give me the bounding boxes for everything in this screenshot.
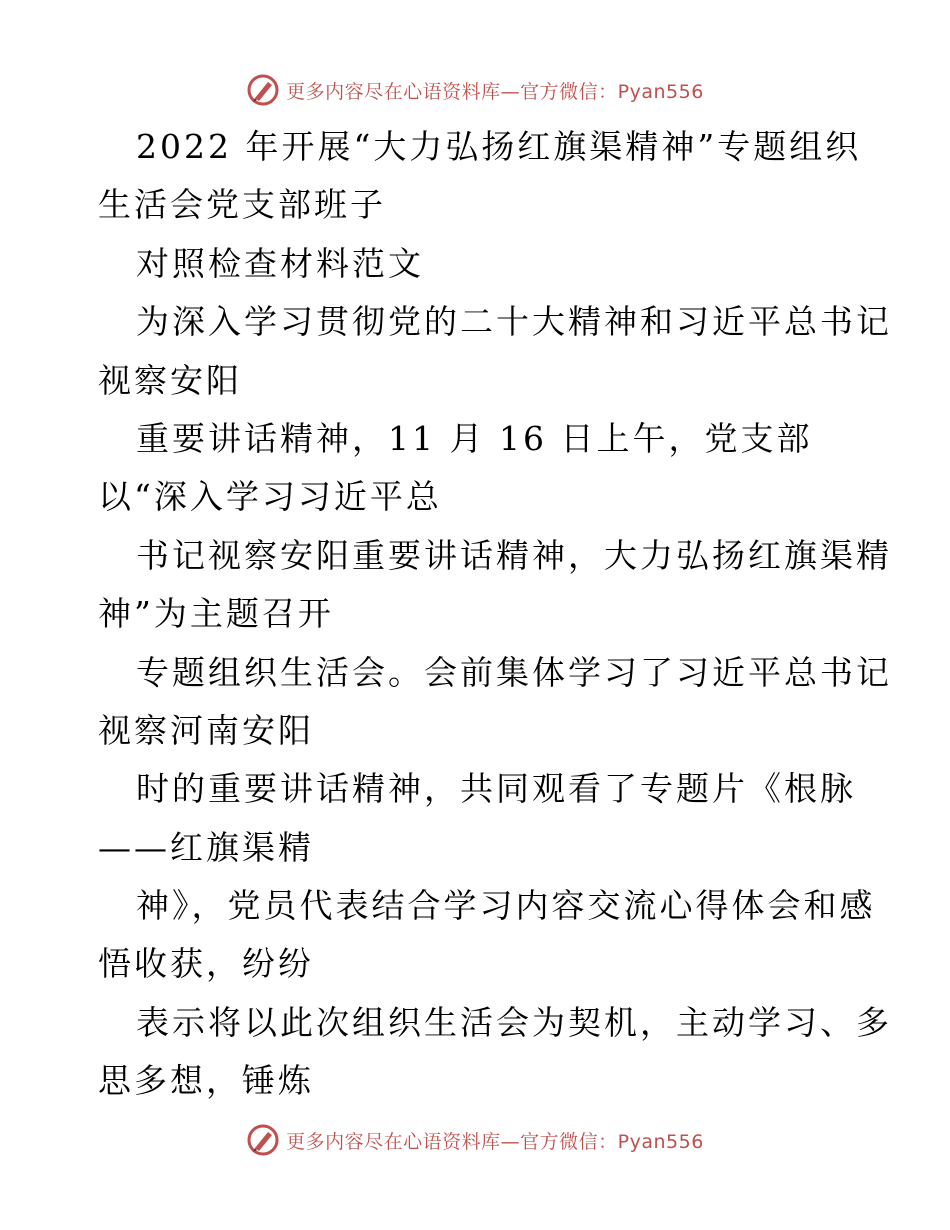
document-body	[98, 118, 892, 1111]
text-line: ——红旗渠精	[98, 827, 314, 867]
text-line: 视察安阳	[98, 360, 242, 400]
text-line: 悟收获，纷纷	[98, 944, 314, 984]
pen-logo-icon	[246, 73, 280, 107]
text-line: 时的重要讲话精神，共同观看了专题片《根脉	[136, 769, 856, 809]
text-line: 专题组织生活会。会前集体学习了习近平总书记	[136, 652, 892, 692]
text-line: 神”为主题召开	[98, 594, 334, 634]
text-line: 书记视察安阳重要讲话精神，大力弘扬红旗渠精	[136, 535, 892, 575]
text-line: 为深入学习贯彻党的二十大精神和习近平总书记	[136, 302, 892, 342]
watermark-text: 更多内容尽在心语资料库—官方微信：Pyan556	[286, 80, 704, 103]
header-watermark	[0, 70, 950, 110]
watermark-text: 更多内容尽在心语资料库—官方微信：Pyan556	[286, 1130, 704, 1153]
footer-watermark	[0, 1120, 950, 1160]
text-line: 思多想，锤炼	[98, 1061, 314, 1101]
text-line: 对照检查材料范文	[136, 243, 424, 283]
text-line: 以“深入学习习近平总	[98, 477, 442, 517]
text-line: 神》，党员代表结合学习内容交流心得体会和感	[136, 886, 876, 926]
text-line: 表示将以此次组织生活会为契机，主动学习、多	[136, 1002, 892, 1042]
pen-logo-icon	[246, 1123, 280, 1157]
text-line: 生活会党支部班子	[98, 185, 386, 225]
text-line: 重要讲话精神，11 月 16 日上午，党支部	[136, 418, 813, 458]
text-line: 2022 年开展“大力弘扬红旗渠精神”专题组织	[136, 127, 862, 166]
text-line: 视察河南安阳	[98, 710, 314, 750]
